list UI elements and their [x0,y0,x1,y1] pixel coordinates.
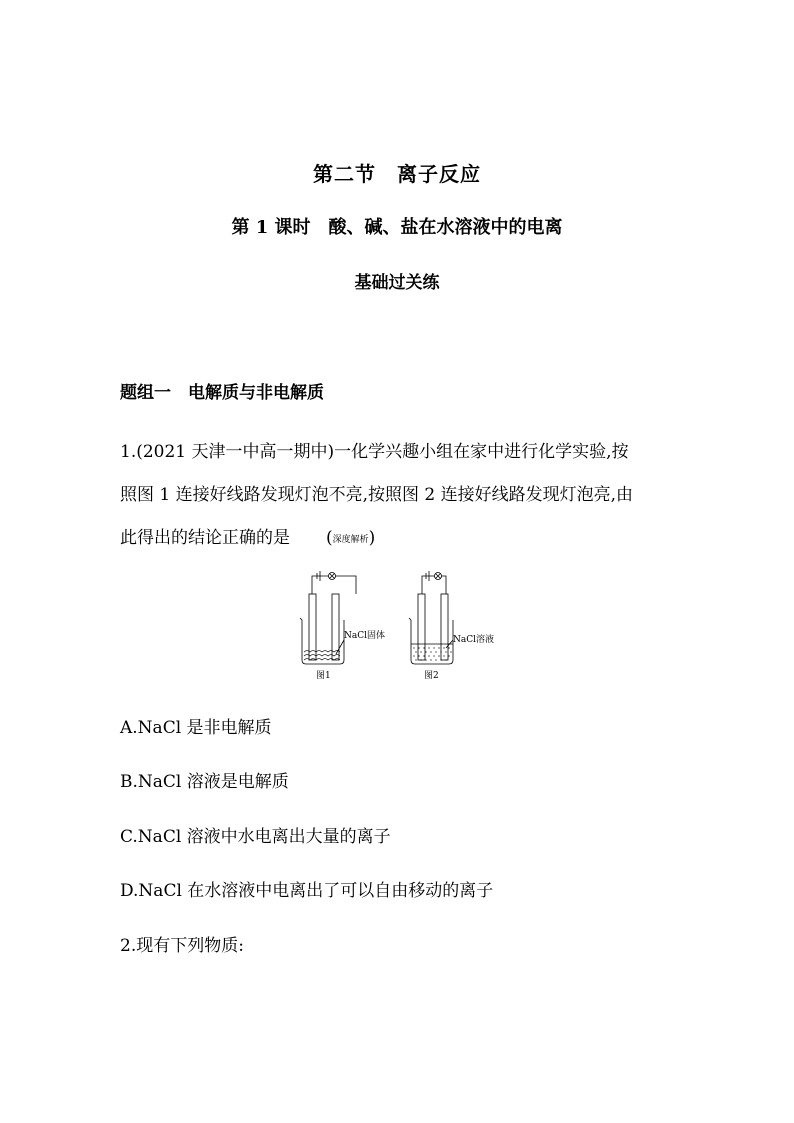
q2-line-1: 2.现有下列物质: [120,936,244,956]
section-heading: 基础过关练 [354,273,440,293]
fig1-label: NaCl固体 [344,631,386,641]
q1-line-2: 照图 1 连接好线路发现灯泡不亮,按照图 2 连接好线路发现灯泡亮,由 [120,485,634,505]
fig2-electrode-left [418,594,425,660]
lesson-subtitle: 第 1 课时 酸、碱、盐在水溶液中的电离 [231,217,563,238]
q1-option-c: C.NaCl 溶液中水电离出大量的离子 [120,827,391,847]
fig2-caption: 图2 [424,671,439,681]
question-group-heading: 题组一 电解质与非电解质 [120,383,324,403]
fig2-circuit [422,571,446,594]
q1-option-b: B.NaCl 溶液是电解质 [120,772,289,792]
q1-line-3-text: 此得出的结论正确的是 [120,528,290,548]
q1-line-3: 此得出的结论正确的是 (深度解析) [120,528,376,548]
conductivity-experiment-figure [298,568,504,684]
fig2-electrode-right [441,594,448,660]
q1-line-1: 1.(2021 天津一中高一期中)一化学兴趣小组在家中进行化学实验,按 [120,442,629,462]
fig1-caption: 图1 [316,671,331,681]
page-title: 第二节 离子反应 [313,162,481,186]
fig2-label: NaCl溶液 [453,635,495,645]
analysis-note: 深度解析 [332,535,369,545]
fig1-circuit [312,571,356,594]
q1-option-d: D.NaCl 在水溶液中电离出了可以自由移动的离子 [120,881,494,901]
fig1-electrode-left [309,594,316,660]
q1-option-a: A.NaCl 是非电解质 [120,718,272,738]
